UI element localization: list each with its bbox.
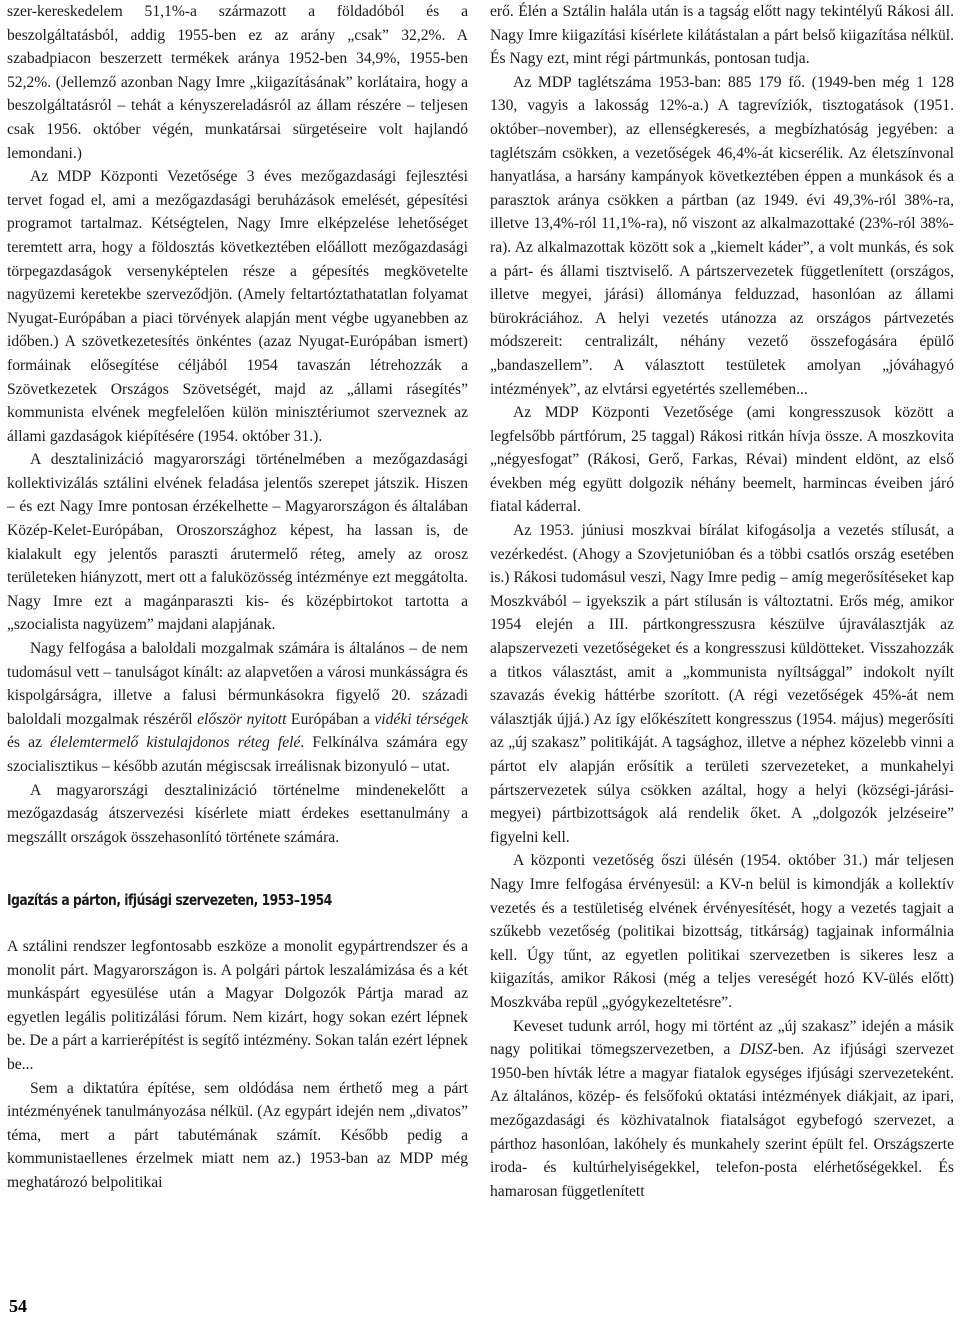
paragraph-5: A magyarországi desztalinizáció történelme mindenekelőtt a mezőgazdaság átszervezési kísérlete miatt érdekes esettanulmány a megszállt országok összehasonlító története számára.	[7, 781, 468, 846]
paragraph-r4: Az 1953. júniusi moszkvai bírálat kifogásolja a vezetés stílusát, a vezérkedést. (Ahogy a Szovjetunióban és a többi csatlós ország esetében is.) Rákosi tudomásul veszi, Nagy Imre pedig – amíg megerősítéseket kap Moszkvából – igyekszik a párt stílusán is változtatni. Erős még, amikor 1954 elején a III. pártkongresszusra készülve újraválasztják az alapszervezeti vezetőségeket és a kongresszusi küldötteket. Visszahozzák a titkos választást, amit a „kommunista nyíltsággal” indokolt nyílt szavazás évekig háttérbe szorított. (A régi vezetőségek 45%-át nem választják újjá.) Az így előkészített kongresszus (1954. május) megerősíti az „új szakasz” politikáját. A tagsághoz, illetve a néphez közelebb vinni a pártot elv alapján erősítik a területi szervezeteket, a munkahelyi pártszervezetek súlya csökken azáltal, hogy a helyi (községi-járási-megyei) pártbizottságok alá rendelik őket. A „dolgozók jelzéseire” figyelni kell.	[490, 522, 954, 846]
page-number: 54	[9, 1296, 27, 1316]
paragraph-7: Sem a diktatúra építése, sem oldódása nem érthető meg a párt intézményének tanulmányozása nélkül. (Az egypárt idején nem „divatos” téma, mert a párt tabutémának számít. Később pedig a kommunistaellenes érzelmek miatt nem az.) 1953-ban az MDP még meghatározó belpolitikai	[7, 1079, 468, 1191]
paragraph-3: A desztalinizáció magyarországi történelmében a mezőgazdasági kollektivizálás sztálini elvének feladása jelentős szerepet játszik. Hiszen – és ezt Nagy Imre pontosan érzékelhette – Magyarországon és általában Közép-Kelet-Európában, Oroszországhoz képest, ha lassan is, de kialakult egy jelentős paraszti árutermelő réteg, amely az orosz területeken hiányzott, mert ott a faluközösség intézménye ezt meggátolta. Nagy Imre ezt a magánparaszti kis- és középbirtokot tartotta a „szocialista nagyüzem” majdani alapjának.	[7, 451, 468, 634]
paragraph-4	[7, 637, 468, 779]
section-heading: Igazítás a párton, ifjúsági szervezeten, 1953–1954	[7, 891, 332, 910]
paragraph-6: A sztálini rendszer legfontosabb eszköze a monolit egypártrendszer és a monolit párt. Magyarországon is. A polgári pártok leszalámizása és a két munkáspárt egyesülése után a Magyar Dolgozók Pártja marad az egyetlen legális politizálási fórum. Nem kizárt, hogy sokan ezért lépnek be. De a párt a karrierépítést is segítő intézmény. Sokan talán ezért lépnek be...	[7, 937, 468, 1073]
paragraph-r6	[490, 1015, 954, 1204]
paragraph-r5: A központi vezetőség őszi ülésén (1954. október 31.) már teljesen Nagy Imre felfogása érvényesül: a KV-n belül is kimondják a kollektív vezetés és a testületiség elvének érvényesítését, hogy a vezetés tagjait a szűkebb vezetőség (politikai bizottság, titkárság) tagjainak informálnia kell. Úgy tűnt, az egyetlen politikai szervezetben is sikeres lesz a kiigazítás, amikor Rákosi (még a teljes vereségét hozó KV-ülés előtt) Moszkvába repül „gyógykezeltetésre”.	[490, 852, 954, 1011]
para4-text-a: Nagy felfogása a baloldali mozgalmak számára is általános – de nem tudomásul vett – tanulságot kínált: az alapvetően a városi munkásságra és kispolgárságra, illetve a falusi bérmunkásokra figyelő 20. századi baloldali mozgalmak részéről	[7, 640, 468, 728]
para4-emphasis-2: vidéki térségek	[374, 710, 468, 728]
para4-emphasis-1: először nyitott	[197, 710, 287, 728]
paragraph-r1: erő. Élén a Sztálin halála után is a tagság előtt nagy tekintélyű Rákosi áll. Nagy Imre kiigazítási kísérlete kilátástalan a párt belső kiigazítása nélkül. És Nagy ezt, mint régi pártmunkás, pontosan tudja.	[490, 3, 954, 68]
para-r6-emphasis: DISZ	[739, 1041, 773, 1059]
para4-text-d: . Felkínálva számára egy szocialisztikus – később azután mégiscsak irreálisnak bizonyuló – utat.	[7, 734, 468, 775]
right-column	[490, 0, 954, 1203]
paragraph-r3: Az MDP Központi Vezetősége (ami kongresszusok között a legfelsőbb pártfórum, 25 taggal) Rákosi ritkán hívja össze. A moszkovita „négyesfogat” (Rákosi, Gerő, Farkas, Révai) mindent eldönt, az első években még együtt dolgozik néhány beemelt, harmincas éveiben járó fiatal káderral.	[490, 404, 954, 516]
paragraph-2: Az MDP Központi Vezetősége 3 éves mezőgazdasági fejlesztési tervet fogad el, ami a mezőgazdasági beruházások emelését, gépesítési programot tartalmaz. Kétségtelen, Nagy Imre elképzelése lehetőséget teremtett arra, hogy a földosztás következtében előállott mezőgazdasági törpegazdaságok versenyképtelen része a gépesítés megkövetelte nagyüzemi keretekbe szerveződjön. (Amely feltartóztathatatlan folyamat Nyugat-Európában a piaci törvények alapján ment végbe ugyanebben az időben.) A szövetkezetesítés önkéntes (azaz Nyugat-Európában ismert) formáinak elősegítése céljából 1954 tavaszán létrehozzák a Szövetkezetek Országos Szövetségét, majd az „állami rásegítés” kommunista elvének megfelelően külön minisztériumot szerveznek az állami gazdaságok kiépítésére (1954. október 31.).	[7, 168, 468, 445]
para4-text-c: és az	[7, 734, 51, 752]
para-r6-text-a: Keveset tudunk arról, hogy mi történt az „új szakasz” idején a másik nagy politikai tömegszervezetben, a	[490, 1017, 954, 1059]
paragraph-r2: Az MDP taglétszáma 1953-ban: 885 179 fő. (1949-ben még 1 128 130, vagyis a lakosság 12%-a.) A tagrevíziók, tisztogatások (1951. október–november), az ellenségkeresés, a megbízhatóság jegyében: a taglétszám csökken, a vezetőségek 46,4%-át kicserélik. Az életszínvonal hanyatlása, a harsány kampányok következtében éppen a munkások és a parasztok aránya csökken a pártban (az 1949. évi 49,3%-ról 38%-ra, illetve 13,4%-ról 11,1%-ra), nő viszont az alkalmazottaké (23%-ról 38%-ra). Az alkalmazottak között sok a „kiemelt káder”, a volt munkás, és sok a párt- és állami tisztviselő. A pártszervezetek függetlenített (országos, illetve megyei, járási) állománya felduzzad, hasonlóan az állami bürokráciához. A helyi vezetés utánozza az országos pártvezetés módszereit: centralizált, néhány vezető összefogására épülő „bandaszellem”. A választott testületek amolyan „jóváhagyó intézmények”, az elvtársi egyetértés szellemében...	[490, 73, 954, 398]
left-column	[7, 0, 468, 1195]
paragraph-1: szer-kereskedelem 51,1%-a származott a földadóból és a beszolgáltatásból, addig 1955-ben ez az arány „csak” 32,2%. A szabadpiacon beszerzett termékek aránya 1952-ben 34,9%, 1955-ben 52,2%. (Jellemző azonban Nagy Imre „kiigazításának” korlátaira, hogy a beszolgáltatásról – tehát a kényszereladásról az állam részére – teljesen csak 1956. október végén, munkatársai sürgetéseire volt hajlandó lemondani.)	[7, 3, 468, 162]
para4-text-b: Európában a	[286, 710, 375, 728]
para-r6-text-b: -ben. Az ifjúsági szervezet 1950-ben hívták létre a magyar fiatalok egységes ifjúsági szervezeteként. Az általános, közép- és felsőfokú oktatási intézmények diákjait, az ipari, mezőgazdasági és közhivatalnok fiatalságot egybefogó szervezet, a párthoz hasonlóan, lakóhely és munkahely szerint épült fel. Országszerte iroda- és kultúrhelyiségekkel, telefon-posta elérhetőségekkel. És hamarosan függetlenített	[490, 1041, 954, 1200]
para4-emphasis-3: élelemtermelő kistulajdonos réteg felé	[50, 734, 301, 752]
